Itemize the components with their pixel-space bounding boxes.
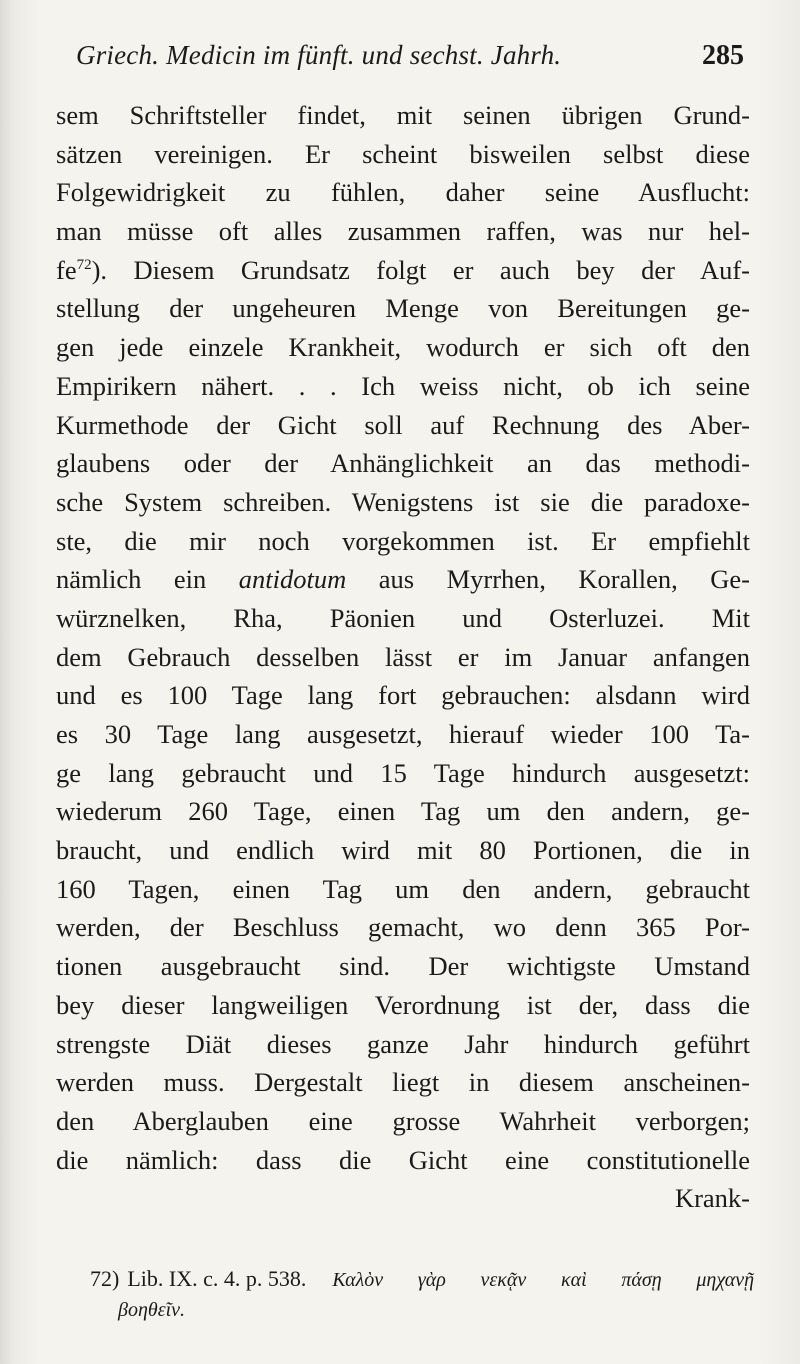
footnote-greek-quote: Καλὸν γὰρ νεκᾷν καὶ πάσῃ μηχανῇ <box>332 1269 754 1291</box>
footnote <box>90 1264 754 1325</box>
text-line: bey dieser langweiligen Verordnung ist der, dass die <box>56 989 750 1020</box>
running-title: Griech. Medicin im fünft. und sechst. Jahrh. <box>76 40 562 70</box>
text-fragment: nämlich ein <box>56 564 239 595</box>
page-header <box>76 40 744 80</box>
text-line: und es 100 Tage lang fort gebrauchen: alsdann wird <box>56 680 750 711</box>
text-fragment: aus Myrrhen, Korallen, Ge- <box>346 564 750 595</box>
text-line: stellung der ungeheuren Menge von Bereitungen ge- <box>56 293 750 324</box>
text-line: die nämlich: dass die Gicht eine constitutionelle <box>56 1144 750 1175</box>
body-text <box>56 96 750 1218</box>
footnote-greek-continuation: βοηθεῖν. <box>118 1299 186 1321</box>
text-line: wiederum 260 Tage, einen Tag um den andern, ge- <box>56 796 750 827</box>
page-number: 285 <box>702 40 744 71</box>
text-line: Empirikern nähert. . . Ich weiss nicht, ob ich seine <box>56 370 750 401</box>
text-line: den Aberglauben eine grosse Wahrheit verborgen; <box>56 1105 750 1136</box>
text-line <box>56 560 750 599</box>
text-line: strengste Diät dieses ganze Jahr hindurch geführt <box>56 1028 750 1059</box>
text-line: sche System schreiben. Wenigstens ist sie die paradoxe- <box>56 486 750 517</box>
catchword: Krank- <box>674 1183 750 1214</box>
footnote-reference: 72 <box>76 256 92 273</box>
text-line: sem Schriftsteller findet, mit seinen übrigen Grund- <box>56 100 750 130</box>
text-line: braucht, und endlich wird mit 80 Portionen, die in <box>56 835 750 866</box>
footnote-source: Lib. IX. c. 4. p. 538. <box>127 1266 307 1291</box>
text-line: ste, die mir noch vorgekommen ist. Er empfiehlt <box>56 525 750 556</box>
text-line: sätzen vereinigen. Er scheint bisweilen selbst diese <box>56 138 750 169</box>
text-fragment: fe <box>56 254 77 285</box>
text-line: tionen ausgebraucht sind. Der wichtigste Umstand <box>56 951 750 982</box>
text-line: ge lang gebraucht und 15 Tage hindurch ausgesetzt: <box>56 757 750 788</box>
text-line: es 30 Tage lang ausgesetzt, hierauf wieder 100 Ta- <box>56 719 750 749</box>
text-fragment: ). Diesem Grundsatz folgt er auch bey der Auf- <box>91 254 750 285</box>
text-line <box>56 251 750 290</box>
text-line: man müsse oft alles zusammen raffen, was nur hel- <box>56 216 750 247</box>
footnote-number: 72) <box>90 1266 120 1291</box>
text-line: glaubens oder der Anhänglichkeit an das methodi- <box>56 448 750 479</box>
text-line: werden, der Beschluss gemacht, wo denn 365 Por- <box>56 912 750 943</box>
text-line: würznelken, Rha, Päonien und Osterluzei. Mit <box>56 602 750 633</box>
text-line: dem Gebrauch desselben lässt er im Januar anfangen <box>56 641 750 672</box>
text-line: Kurmethode der Gicht soll auf Rechnung des Aber- <box>56 409 750 440</box>
italic-term: antidotum <box>238 564 347 595</box>
text-line: werden muss. Dergestalt liegt in diesem anscheinen- <box>56 1067 750 1098</box>
text-line: Folgewidrigkeit zu fühlen, daher seine Ausflucht: <box>56 177 750 208</box>
text-line: gen jede einzele Krankheit, wodurch er sich oft den <box>56 332 750 363</box>
text-line: 160 Tagen, einen Tag um den andern, gebraucht <box>56 873 750 904</box>
